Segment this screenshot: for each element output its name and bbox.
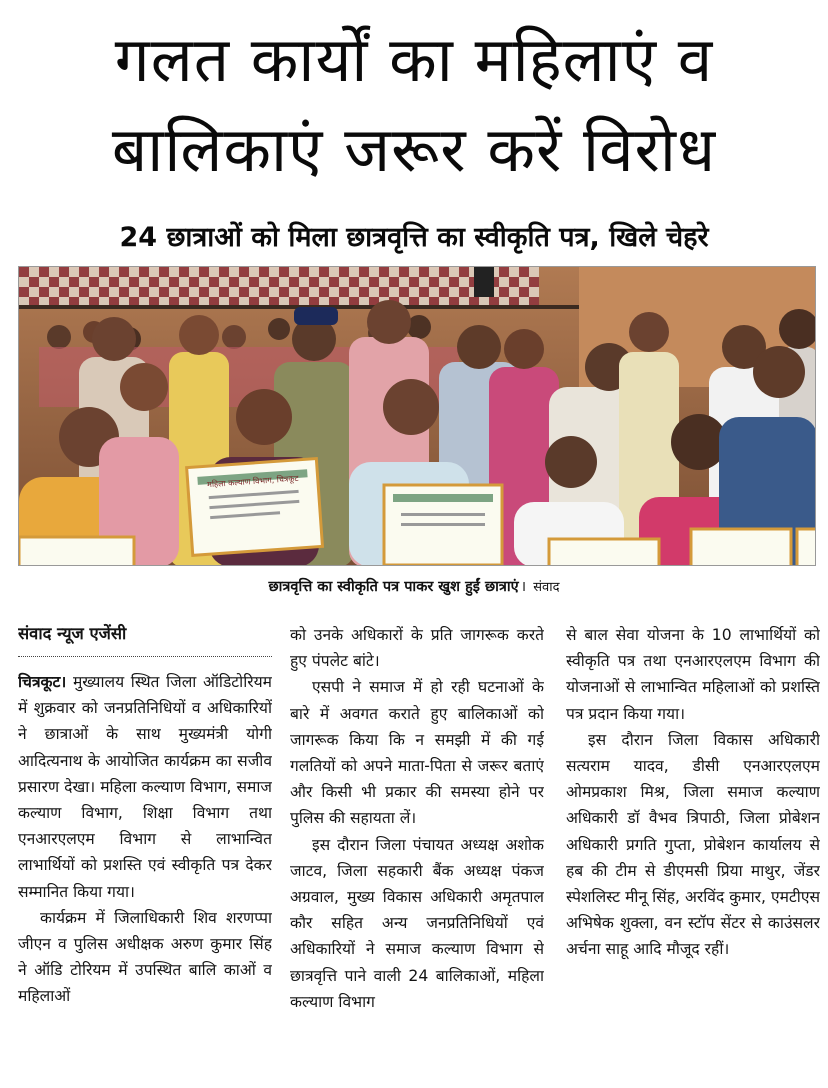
- article-column-2: [290, 622, 544, 1084]
- photo-caption: [0, 576, 828, 599]
- caption-separator: ।: [520, 579, 527, 595]
- byline: संवाद न्यूज एजेंसी: [18, 620, 272, 657]
- news-photo: [18, 266, 816, 566]
- certificate-heading: महिला कल्याण विभाग, चित्रकूट: [206, 473, 299, 490]
- article-column-3: [566, 622, 820, 1084]
- article-paragraph: इस दौरान जिला विकास अधिकारी सत्यराम यादव, डीसी एनआरएलएम ओमप्रकाश मिश्र, जिला समाज कल्याण अधिकारी डॉ वैभव त्रिपाठी, जिला प्रोबेशन अधिकारी प्रगति गुप्ता, प्रोबेशन कार्यालय से हब की टीम से डीएमसी प्रिया माथुर, जेंडर स्पेशलिस्ट मीनू सिंह, अरविंद कुमार, एमटीएस अभिषेक शुक्ला, वन स्टॉप सेंटर से काउंसलर अर्चना साहू आदि मौजूद रहीं।: [566, 730, 820, 959]
- paragraph-text: मुख्यालय स्थित जिला ऑडिटोरियम में शुक्रवार को जनप्रतिनिधियों व अधिकारियों ने छात्राओं के साथ मुख्यमंत्री योगी आदित्यनाथ के आयोजित कार्यक्रम का सजीव प्रसारण देखा। महिला कल्याण विभाग, समाज कल्याण विभाग, शिक्षा विभाग तथा एनआरएलएम विभाग से लाभान्वित लाभार्थियों को प्रशस्ति एवं स्वीकृति पत्र देकर सम्मानित किया गया।: [18, 673, 272, 901]
- article-paragraph: एसपी ने समाज में हो रही घटनाओं के बारे में अवगत कराते हुए बालिकाओं को जागरूक किया कि न समझी में की गई गलतियों को अपने माता-पिता से जरूर बताएं और किसी भी प्रकार की समस्या होने पर पुलिस की सहायता लें।: [290, 678, 544, 828]
- caption-text: छात्रवृत्ति का स्वीकृति पत्र पाकर खुश हुईं छात्राएं: [268, 579, 519, 595]
- article-paragraph: कार्यक्रम में जिलाधिकारी शिव शरणप्पा जीएन व पुलिस अधीक्षक अरुण कुमार सिंह ने ऑडि टोरियम में उपस्थित बालि काओं व महिलाओं: [18, 908, 272, 1006]
- caption-credit: संवाद: [533, 580, 560, 595]
- photo-illustration: [19, 267, 816, 566]
- dateline: चित्रकूट।: [18, 673, 67, 691]
- article-column-1: [18, 620, 272, 1082]
- article-paragraph: इस दौरान जिला पंचायत अध्यक्ष अशोक जाटव, जिला सहकारी बैंक अध्यक्ष पंकज अग्रवाल, मुख्य विकास अधिकारी अमृतपाल कौर सहित अन्य जनप्रतिनिधियों एवं अधिकारियों ने समाज कल्याण विभाग से छात्रवृत्ति पाने वाली 24 बालिकाओं, महिला कल्याण विभाग: [290, 835, 544, 1011]
- headline-line-2: बालिकाएं जरूर करें विरोध: [111, 113, 717, 186]
- headline-line-1: गलत कार्यों का महिलाएं व: [114, 23, 714, 96]
- article-paragraph: से बाल सेवा योजना के 10 लाभार्थियों को स्वीकृति पत्र तथा एनआरएलएम विभाग की योजनाओं से लाभान्वित महिलाओं को प्रशस्ति पत्र प्रदान किया गया।: [566, 626, 820, 723]
- article-paragraph: को उनके अधिकारों के प्रति जागरूक करते हुए पंपलेट बांटे।: [290, 626, 544, 671]
- subheadline: 24 छात्राओं को मिला छात्रवृत्ति का स्वीकृति पत्र, खिले चेहरे: [119, 222, 709, 253]
- article-paragraph: [18, 669, 272, 905]
